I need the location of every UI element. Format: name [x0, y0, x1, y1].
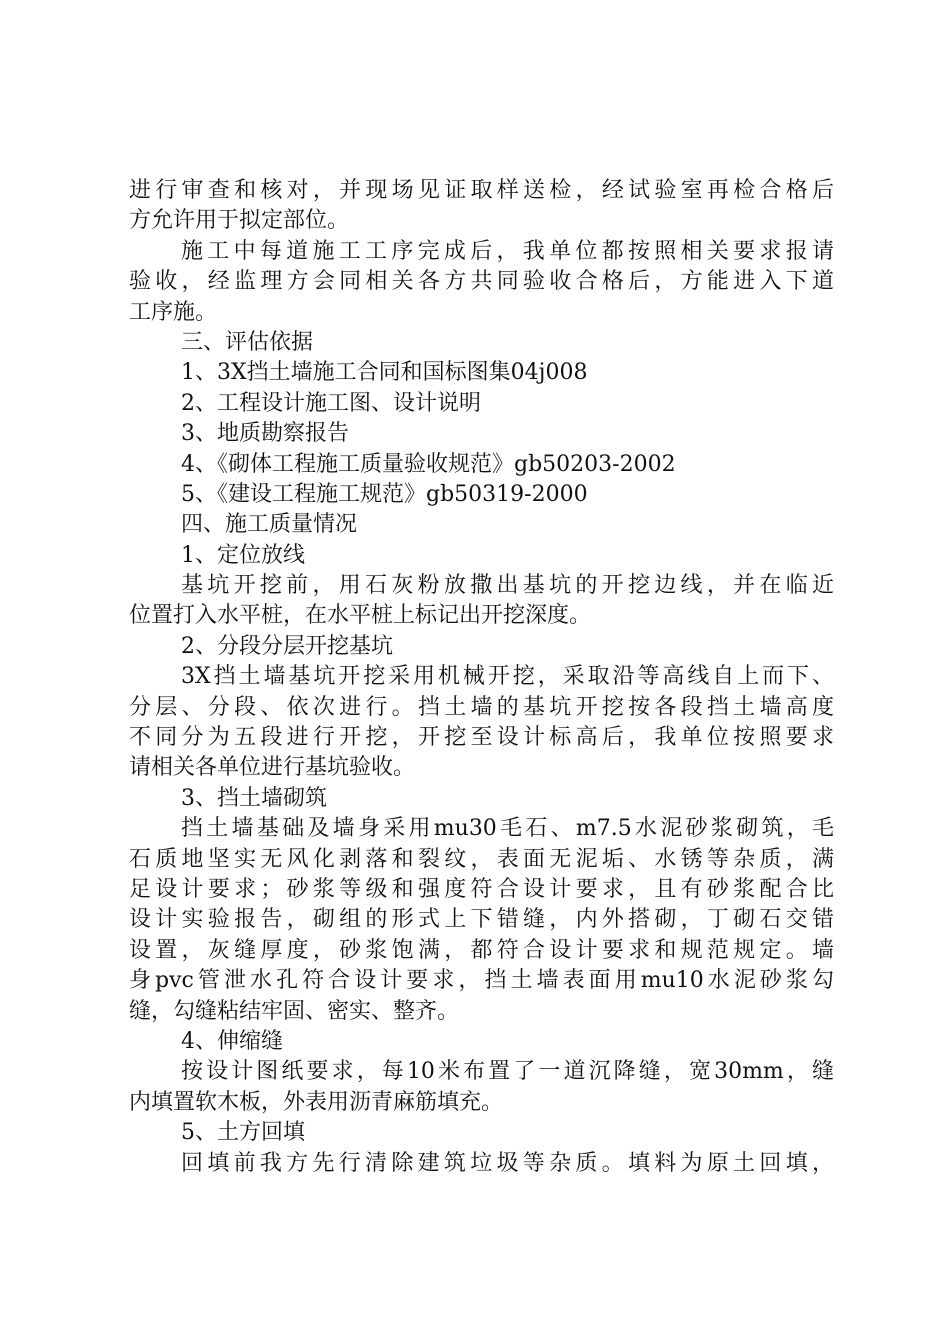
paragraph-start-line: 挡土墙基础及墙身采用mu30毛石、m7.5水泥砂浆砌筑，毛 — [181, 816, 834, 842]
paragraph-start-line: 3X挡土墙基坑开挖采用机械开挖，采取沿等高线自上而下、 — [181, 664, 834, 690]
text-line: 进行审查和核对，并现场见证取样送检，经试验室再检合格后 — [129, 178, 834, 203]
text-line: 身pvc管泄水孔符合设计要求，挡土墙表面用mu10水泥砂浆勾 — [129, 968, 834, 994]
list-item: 1、3X挡土墙施工合同和国标图集04j008 — [181, 360, 588, 386]
subsection-heading: 2、分段分层开挖基坑 — [181, 633, 393, 659]
text-line: 缝，勾缝粘结牢固、密实、整齐。 — [129, 998, 460, 1024]
text-line: 位置打入水平桩，在水平桩上标记出开挖深度。 — [129, 603, 592, 629]
list-item: 5、《建设工程施工规范》gb50319-2000 — [181, 481, 588, 507]
text-line: 设置，灰缝厚度，砂浆饱满，都符合设计要求和规范规定。墙 — [129, 937, 834, 963]
text-line: 不同分为五段进行开挖，开挖至设计标高后，我单位按照要求 — [129, 725, 834, 751]
text-line: 请相关各单位进行基坑验收。 — [129, 755, 416, 781]
paragraph-start-line: 回填前我方先行清除建筑垃圾等杂质。填料为原土回填， — [181, 1150, 834, 1176]
section-heading: 三、评估依据 — [181, 329, 314, 355]
paragraph-start-line: 按设计图纸要求，每10米布置了一道沉降缝，宽30mm，缝 — [181, 1059, 834, 1085]
text-line: 设计实验报告，砌组的形式上下错缝，内外搭砌，丁砌石交错 — [129, 907, 834, 933]
list-item: 2、工程设计施工图、设计说明 — [181, 390, 481, 416]
text-line: 足设计要求；砂浆等级和强度符合设计要求，且有砂浆配合比 — [129, 876, 834, 902]
paragraph-start-line: 基坑开挖前，用石灰粉放撒出基坑的开挖边线，并在临近 — [181, 573, 834, 599]
subsection-heading: 4、伸缩缝 — [181, 1028, 283, 1054]
section-heading: 四、施工质量情况 — [181, 512, 358, 538]
paragraph-start-line: 施工中每道施工工序完成后，我单位都按照相关要求报请 — [181, 238, 834, 264]
list-item: 4、《砌体工程施工质量验收规范》gb50203-2002 — [181, 451, 676, 477]
subsection-heading: 3、挡土墙砌筑 — [181, 785, 327, 811]
text-line: 石质地坚实无风化剥落和裂纹，表面无泥垢、水锈等杂质，满 — [129, 846, 834, 872]
text-line: 内填置软木板，外表用沥青麻筋填充。 — [129, 1089, 504, 1115]
text-line: 工序施。 — [129, 299, 218, 325]
document-body — [129, 176, 834, 1179]
list-item: 3、地质勘察报告 — [181, 421, 349, 447]
text-line: 方允许用于拟定部位。 — [129, 208, 350, 234]
text-line: 分层、分段、依次进行。挡土墙的基坑开挖按各段挡土墙高度 — [129, 694, 834, 720]
subsection-heading: 1、定位放线 — [181, 542, 305, 568]
text-line: 验收，经监理方会同相关各方共同验收合格后，方能进入下道 — [129, 269, 834, 295]
subsection-heading: 5、土方回填 — [181, 1120, 305, 1146]
